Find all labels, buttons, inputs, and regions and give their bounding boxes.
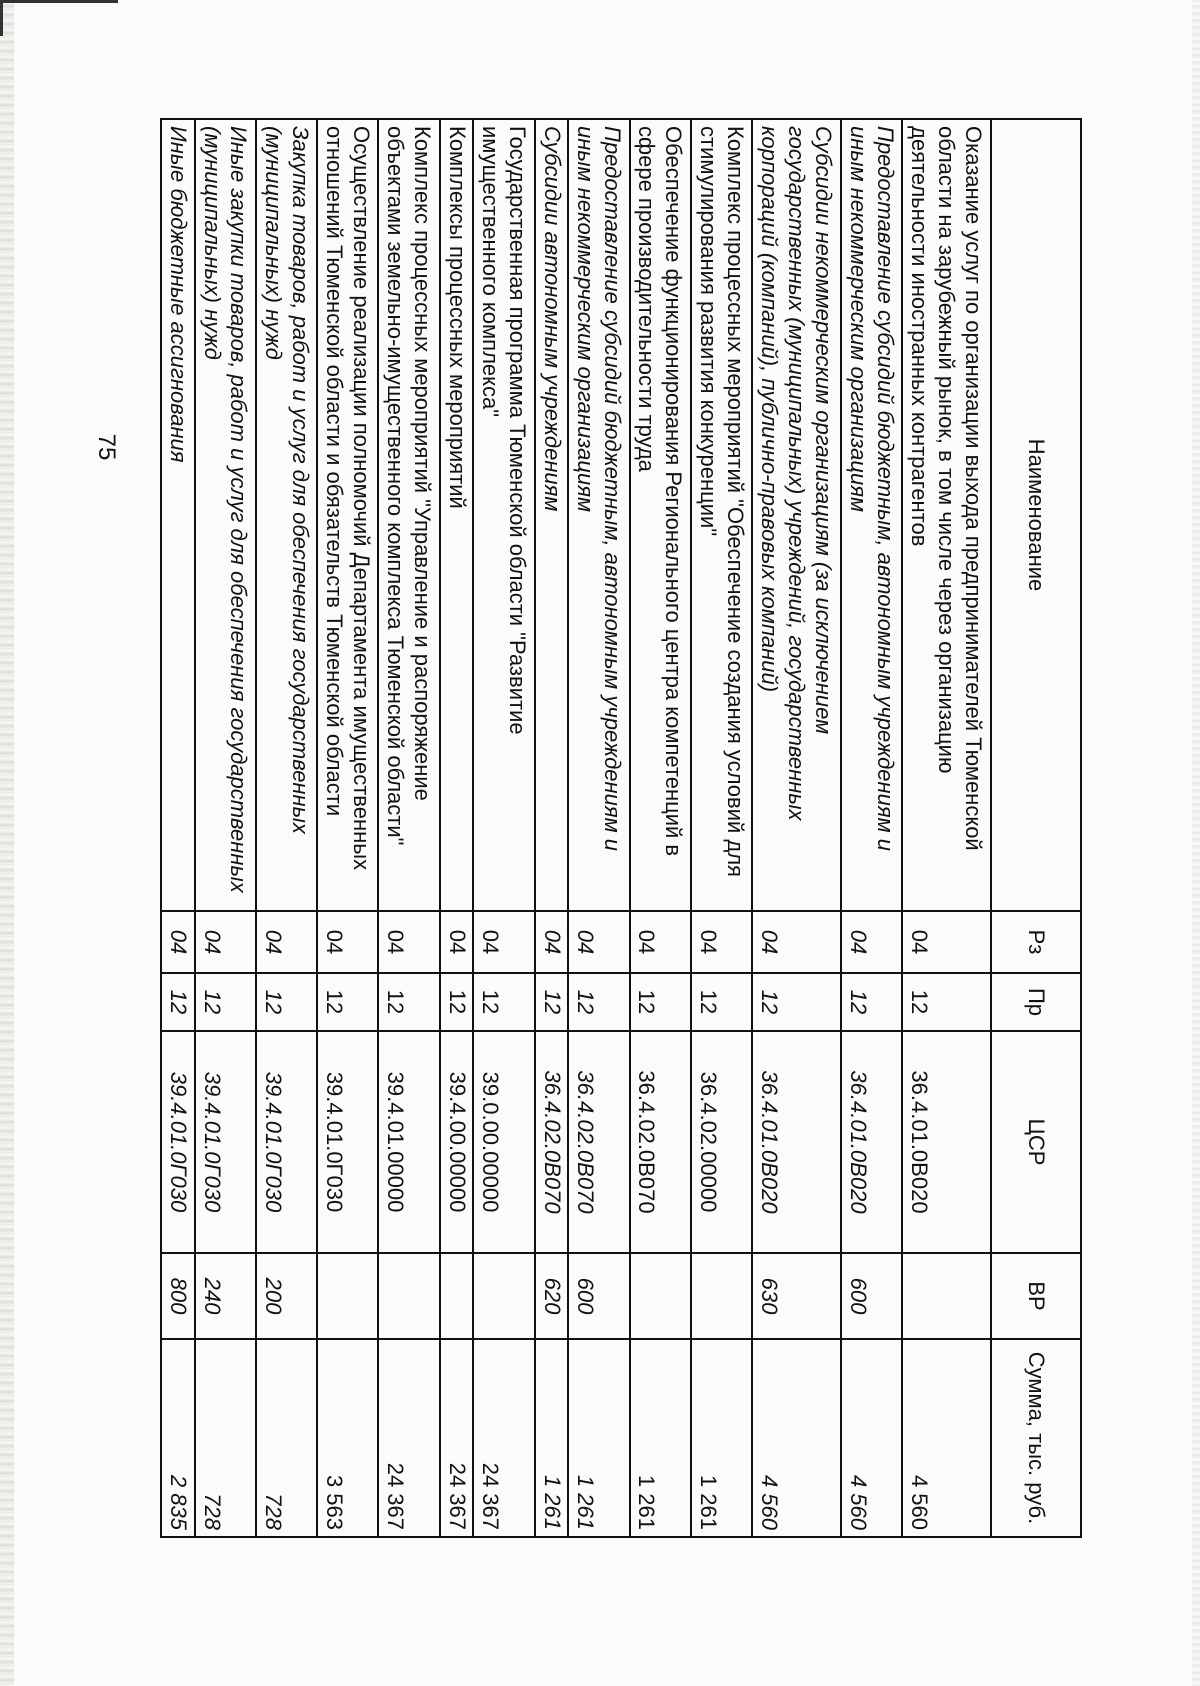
table-row <box>379 119 440 1537</box>
cell-name: Государственная программа Тюменской области "Развитие имущественного комплекса" <box>473 119 534 911</box>
cell-csr: 39.4.00.00000 <box>440 1031 474 1253</box>
cell-vr: 600 <box>841 1253 902 1339</box>
cell-csr: 36.4.02.0В070 <box>630 1031 691 1253</box>
cell-sum: 24 367 <box>473 1339 534 1537</box>
cell-name: Предоставление субсидий бюджетным, автономным учреждениям и иным некоммерческим организациям <box>568 119 629 911</box>
cell-csr: 36.4.01.0В020 <box>752 1031 841 1253</box>
cell-pr: 12 <box>195 973 256 1031</box>
cell-pr: 12 <box>841 973 902 1031</box>
cell-csr: 39.4.01.0Г030 <box>317 1031 378 1253</box>
cell-pr: 12 <box>317 973 378 1031</box>
budget-table <box>160 118 1082 1538</box>
cell-name: Комплекс процессных мероприятий "Управление и распоряжение объектами земельно-имущественного комплекса Тюменской области" <box>379 119 440 911</box>
cell-pr: 12 <box>535 973 569 1031</box>
cell-rz: 04 <box>841 911 902 973</box>
cell-vr <box>379 1253 440 1339</box>
scan-edge-right <box>1192 0 1200 1686</box>
cell-sum: 1 261 <box>630 1339 691 1537</box>
cell-csr: 39.4.01.0Г030 <box>195 1031 256 1253</box>
cell-sum: 24 367 <box>379 1339 440 1537</box>
cell-pr: 12 <box>379 973 440 1031</box>
table-row <box>256 119 317 1537</box>
table-row <box>473 119 534 1537</box>
cell-csr: 39.4.01.00000 <box>379 1031 440 1253</box>
table-row <box>902 119 991 1537</box>
cell-sum: 1 261 <box>691 1339 752 1537</box>
page-number: 75 <box>93 433 120 461</box>
cell-sum: 4 560 <box>902 1339 991 1537</box>
scan-edge-left <box>0 0 14 1686</box>
cell-csr: 36.4.02.0В070 <box>535 1031 569 1253</box>
cell-vr <box>440 1253 474 1339</box>
cell-vr <box>902 1253 991 1339</box>
cell-rz: 04 <box>752 911 841 973</box>
cell-sum: 3 563 <box>317 1339 378 1537</box>
cell-rz: 04 <box>630 911 691 973</box>
cell-vr: 800 <box>161 1253 195 1339</box>
table-body <box>161 119 991 1537</box>
cell-rz: 04 <box>902 911 991 973</box>
table-row <box>568 119 629 1537</box>
cell-name: Комплекс процессных мероприятий "Обеспечение создания условий для стимулирования развития конкуренции" <box>691 119 752 911</box>
header-sum: Сумма, тыс. руб. <box>991 1339 1081 1537</box>
cell-rz: 04 <box>473 911 534 973</box>
cell-name: Закупка товаров, работ и услуг для обеспечения государственных (муниципальных) нужд <box>256 119 317 911</box>
cell-vr <box>691 1253 752 1339</box>
cell-rz: 04 <box>317 911 378 973</box>
table-row <box>630 119 691 1537</box>
cell-pr: 12 <box>630 973 691 1031</box>
cell-name: Обеспечение функционирования Регионального центра компетенций в сфере производительности труда <box>630 119 691 911</box>
cell-pr: 12 <box>161 973 195 1031</box>
cell-sum: 4 560 <box>752 1339 841 1537</box>
header-pr: Пр <box>991 973 1081 1031</box>
cell-pr: 12 <box>256 973 317 1031</box>
cell-rz: 04 <box>379 911 440 973</box>
table-row <box>161 119 195 1537</box>
cell-vr: 200 <box>256 1253 317 1339</box>
table-row <box>752 119 841 1537</box>
cell-csr: 39.0.00.00000 <box>473 1031 534 1253</box>
corner-mark <box>0 0 118 3</box>
header-csr: ЦСР <box>991 1031 1081 1253</box>
cell-vr <box>630 1253 691 1339</box>
cell-name: Оказание услуг по организации выхода предпринимателей Тюменской области на зарубежный рынок, в том числе через организацию деятельности иностранных контрагентов <box>902 119 991 911</box>
cell-csr: 39.4.01.0Г030 <box>256 1031 317 1253</box>
cell-vr: 630 <box>752 1253 841 1339</box>
cell-csr: 36.4.01.0В020 <box>902 1031 991 1253</box>
cell-sum: 1 261 <box>535 1339 569 1537</box>
cell-sum: 728 <box>256 1339 317 1537</box>
cell-vr: 240 <box>195 1253 256 1339</box>
cell-csr: 36.4.01.0В020 <box>841 1031 902 1253</box>
cell-sum: 4 560 <box>841 1339 902 1537</box>
table-row <box>317 119 378 1537</box>
cell-name: Предоставление субсидий бюджетным, автономным учреждениям и иным некоммерческим организациям <box>841 119 902 911</box>
cell-pr: 12 <box>902 973 991 1031</box>
cell-name: Комплексы процессных мероприятий <box>440 119 474 911</box>
table-header-row <box>991 119 1081 1537</box>
header-rz: Рз <box>991 911 1081 973</box>
cell-pr: 12 <box>568 973 629 1031</box>
table-row <box>440 119 474 1537</box>
cell-rz: 04 <box>440 911 474 973</box>
cell-vr: 620 <box>535 1253 569 1339</box>
cell-rz: 04 <box>195 911 256 973</box>
rotated-table-container <box>160 118 1082 1536</box>
cell-sum: 2 835 <box>161 1339 195 1537</box>
cell-name: Иные бюджетные ассигнования <box>161 119 195 911</box>
header-name: Наименование <box>991 119 1081 911</box>
cell-vr: 600 <box>568 1253 629 1339</box>
cell-rz: 04 <box>161 911 195 973</box>
cell-pr: 12 <box>752 973 841 1031</box>
corner-mark-vertical <box>0 0 3 36</box>
cell-csr: 36.4.02.0В070 <box>568 1031 629 1253</box>
cell-rz: 04 <box>256 911 317 973</box>
cell-pr: 12 <box>440 973 474 1031</box>
cell-name: Иные закупки товаров, работ и услуг для обеспечения государственных (муниципальных) нужд <box>195 119 256 911</box>
table-row <box>691 119 752 1537</box>
cell-sum: 1 261 <box>568 1339 629 1537</box>
cell-csr: 36.4.02.00000 <box>691 1031 752 1253</box>
cell-vr <box>473 1253 534 1339</box>
table-row <box>195 119 256 1537</box>
cell-rz: 04 <box>568 911 629 973</box>
cell-name: Субсидии некоммерческим организациям (за исключением государственных (муниципальных) учреждений, государственных корпораций (компаний), публично-правовых компаний) <box>752 119 841 911</box>
cell-csr: 39.4.01.0Г030 <box>161 1031 195 1253</box>
cell-sum: 24 367 <box>440 1339 474 1537</box>
cell-vr <box>317 1253 378 1339</box>
cell-sum: 728 <box>195 1339 256 1537</box>
cell-rz: 04 <box>691 911 752 973</box>
table-row <box>841 119 902 1537</box>
cell-pr: 12 <box>473 973 534 1031</box>
cell-rz: 04 <box>535 911 569 973</box>
cell-pr: 12 <box>691 973 752 1031</box>
table-row <box>535 119 569 1537</box>
cell-name: Осуществление реализации полномочий Департамента имущественных отношений Тюменской области и обязательств Тюменской области <box>317 119 378 911</box>
cell-name: Субсидии автономным учреждениям <box>535 119 569 911</box>
header-vr: ВР <box>991 1253 1081 1339</box>
